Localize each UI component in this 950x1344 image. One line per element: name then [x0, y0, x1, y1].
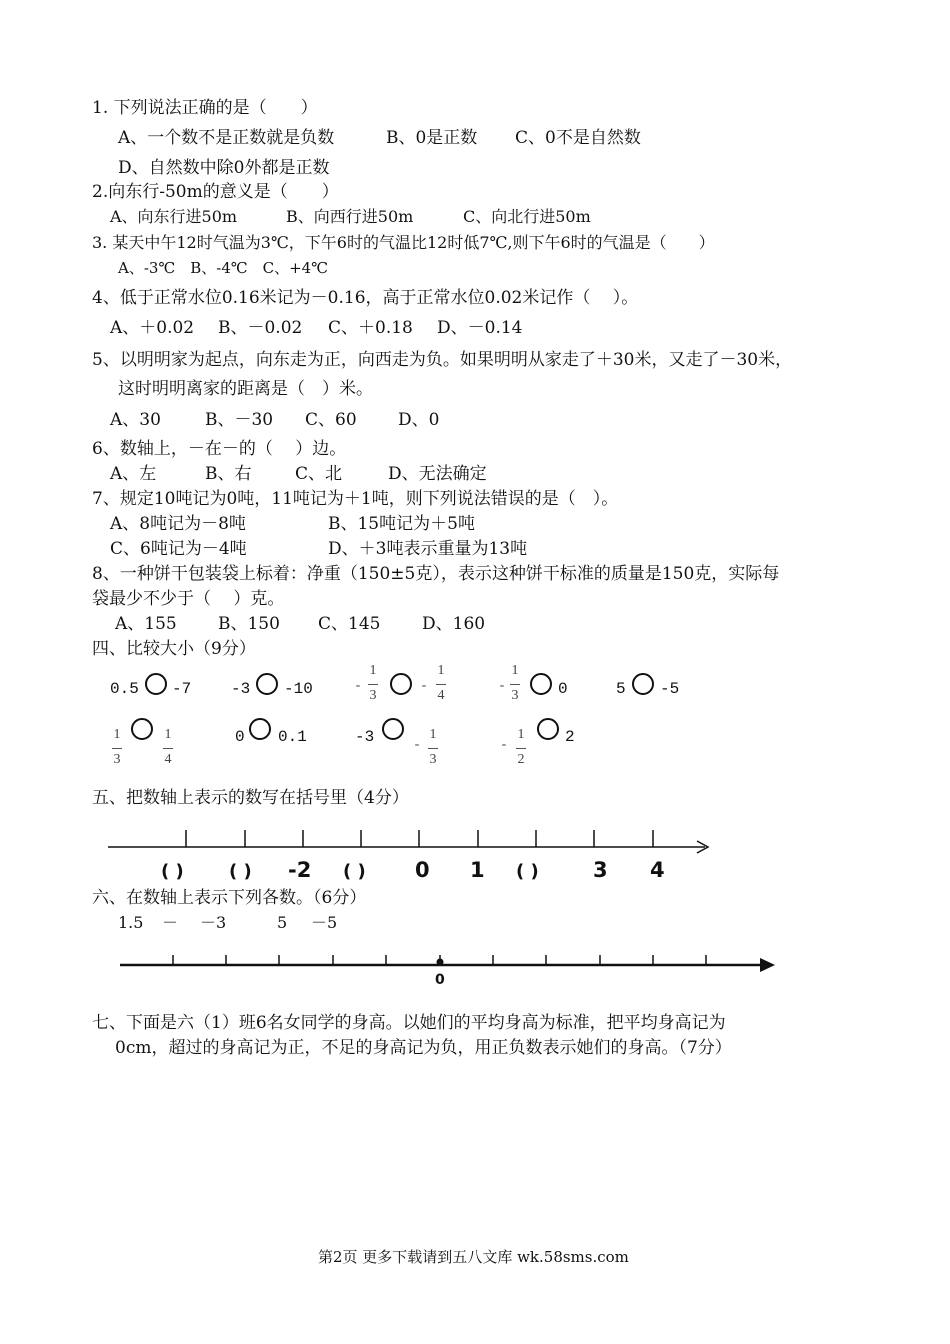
axis6-zero-label: 0 — [435, 972, 445, 988]
q5-option-c: C、60 — [305, 410, 357, 430]
cmp7-left: 0 — [235, 728, 245, 746]
axis5-label-1[interactable]: ( ) — [161, 861, 184, 882]
axis5-label-6: 1 — [470, 858, 485, 882]
q6-option-b: B、右 — [205, 464, 252, 484]
cmp9-neg: - — [501, 737, 507, 752]
cmp7-right: 0.1 — [278, 728, 307, 746]
cmp4-den: 3 — [511, 688, 519, 703]
cmp8-den: 3 — [429, 752, 437, 767]
cmp8-left: -3 — [355, 728, 375, 746]
axis5-label-3: -2 — [288, 858, 312, 882]
cmp5-left: 5 — [616, 680, 626, 698]
section-7-line2: 0cm，超过的身高记为正，不足的身高记为负，用正负数表示她们的身高。（7分） — [115, 1038, 732, 1058]
q8-option-d: D、160 — [422, 614, 486, 634]
q7-option-d: D、＋3吨表示重量为13吨 — [328, 539, 528, 559]
section-7-line1: 七、下面是六（1）班6名女同学的身高。以她们的平均身高为标准，把平均身高记为 — [92, 1013, 726, 1033]
q7-stem: 7、规定10吨记为0吨，11吨记为＋1吨，则下列说法错误的是（ ）。 — [92, 489, 619, 509]
cmp3-neg-right: - — [421, 678, 427, 693]
sec6-num-4: 5 — [277, 913, 288, 932]
axis5-label-7[interactable]: ( ) — [516, 861, 539, 882]
cmp6-num-left: 1 — [113, 727, 121, 742]
cmp8-num: 1 — [429, 727, 437, 742]
axis5-label-8: 3 — [593, 858, 608, 882]
cmp3-den-right: 4 — [437, 688, 445, 703]
q6-option-c: C、北 — [295, 464, 343, 484]
q5-stem-line1: 5、以明明家为起点，向东走为正，向西走为负。如果明明从家走了＋30米，又走了－30米， — [92, 350, 793, 370]
q3-options: A、-3℃ B、-4℃ C、+4℃ — [118, 259, 329, 277]
q1-option-a: A、一个数不是正数就是负数 — [118, 128, 335, 148]
q8-stem-line1: 8、一种饼干包装袋上标着：净重（150±5克），表示这种饼干标准的质量是150克，实际每 — [92, 564, 780, 584]
q5-stem-line2: 这时明明离家的距离是（ ）米。 — [118, 379, 373, 399]
axis-arrow-6 — [760, 958, 775, 972]
q7-option-c: C、6吨记为－4吨 — [110, 539, 247, 559]
q8-option-b: B、150 — [218, 614, 280, 634]
cmp9-right: 2 — [565, 728, 575, 746]
cmp3-den-left: 3 — [369, 688, 377, 703]
q6-stem: 6、数轴上，－在－的（ ）边。 — [92, 439, 347, 459]
q4-option-a: A、＋0.02 — [110, 318, 195, 338]
q5-option-b: B、－30 — [205, 410, 274, 430]
q2-option-c: C、向北行进50m — [463, 207, 591, 226]
cmp4-num: 1 — [511, 663, 519, 678]
section-4-title: 四、比较大小（9分） — [92, 639, 256, 659]
cmp1-left: 0.5 — [110, 680, 139, 698]
cmp3-num-left: 1 — [369, 663, 377, 678]
cmp6-num-right: 1 — [164, 727, 172, 742]
q2-option-b: B、向西行进50m — [286, 207, 414, 226]
cmp8-neg: - — [414, 737, 420, 752]
section-6-title: 六、在数轴上表示下列各数。（6分） — [92, 888, 367, 908]
page-footer: 第2页 更多下载请到五八文库 wk.58sms.com — [318, 1248, 629, 1266]
axis5-label-9: 4 — [650, 858, 665, 882]
cmp3-neg-left: - — [355, 678, 361, 693]
q4-option-d: D、－0.14 — [437, 318, 523, 338]
cmp9-num: 1 — [517, 727, 525, 742]
q2-stem: 2.向东行-50m的意义是（ ） — [92, 182, 339, 202]
q1-option-c: C、0不是自然数 — [515, 128, 641, 148]
q7-option-b: B、15吨记为＋5吨 — [328, 514, 475, 534]
cmp2-left: -3 — [231, 680, 251, 698]
q4-option-c: C、＋0.18 — [328, 318, 413, 338]
cmp5-right: -5 — [660, 680, 680, 698]
q1-option-b: B、0是正数 — [386, 128, 478, 148]
q8-stem-line2: 袋最少不少于（ ）克。 — [92, 589, 285, 609]
q6-option-d: D、无法确定 — [388, 464, 487, 484]
sec6-num-2: － — [162, 913, 179, 932]
cmp3-num-right: 1 — [437, 663, 445, 678]
cmp9-den: 2 — [517, 752, 525, 767]
q7-option-a: A、8吨记为－8吨 — [110, 514, 246, 534]
q3-stem: 3. 某天中午12时气温为3℃，下午6时的气温比12时低7℃,则下午6时的气温是（ ） — [92, 233, 715, 252]
cmp4-right: 0 — [558, 680, 568, 698]
q1-stem: 1. 下列说法正确的是（ ） — [92, 98, 318, 118]
q4-option-b: B、－0.02 — [218, 318, 303, 338]
cmp6-den-left: 3 — [113, 752, 121, 767]
sec6-num-1: 1.5 — [118, 913, 144, 932]
cmp1-right: -7 — [172, 680, 192, 698]
axis5-label-4[interactable]: ( ) — [343, 861, 366, 882]
cmp2-right: -10 — [284, 680, 313, 698]
q5-option-a: A、30 — [110, 410, 161, 430]
cmp6-den-right: 4 — [164, 752, 172, 767]
section-5-title: 五、把数轴上表示的数写在括号里（4分） — [92, 788, 409, 808]
q2-option-a: A、向东行进50m — [110, 207, 238, 226]
q4-stem: 4、低于正常水位0.16米记为－0.16，高于正常水位0.02米记作（ ）。 — [92, 288, 639, 308]
q8-option-a: A、155 — [115, 614, 177, 634]
axis5-label-2[interactable]: ( ) — [229, 861, 252, 882]
q5-option-d: D、0 — [398, 410, 440, 430]
cmp4-neg: - — [499, 678, 505, 693]
sec6-num-3: －3 — [200, 913, 227, 932]
q8-option-c: C、145 — [318, 614, 381, 634]
q6-option-a: A、左 — [110, 464, 157, 484]
q1-option-d: D、自然数中除0外都是正数 — [118, 158, 330, 178]
sec6-num-5: －5 — [311, 913, 338, 932]
axis5-label-5: 0 — [415, 858, 430, 882]
origin-dot — [437, 959, 444, 966]
